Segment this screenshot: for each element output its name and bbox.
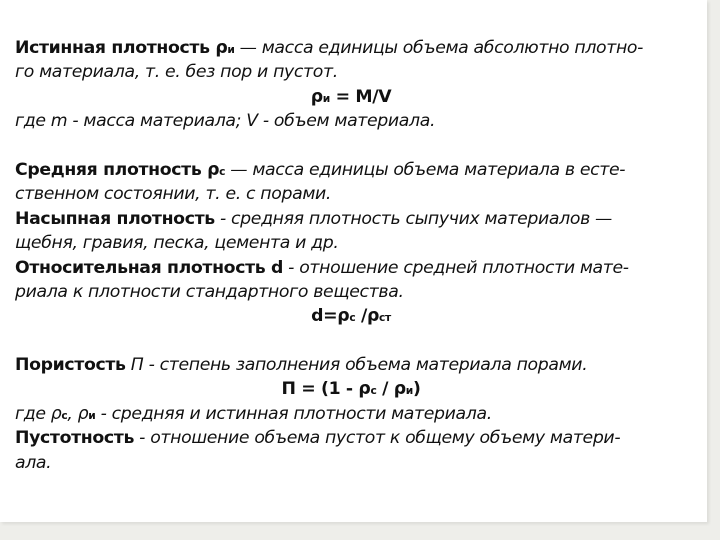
bulk-density-line-2: щебня, гравия, песка, цемента и др. <box>15 233 339 254</box>
spacer <box>15 134 687 158</box>
bulk-density-line-1: Насыпная плотность - средняя плотность сыпучих материалов — <box>15 208 612 229</box>
avg-density-line-1: Средняя плотность ρc — масса единицы объема материала в есте- <box>15 159 626 180</box>
spacer <box>15 329 687 353</box>
slide-text <box>15 36 687 475</box>
true-density-term: Истинная плотность ρ <box>15 38 228 58</box>
avg-density-line-2: ственном состоянии, т. е. с порами. <box>15 184 332 205</box>
porosity-line: Пористость П - степень заполнения объема материала порами. <box>15 355 588 376</box>
formula-relative-density: d=ρc /ρст <box>311 306 391 327</box>
formula-true-density: ρи = M/V <box>310 86 392 107</box>
true-density-subscript: и <box>227 43 235 56</box>
voidness-line-2: ала. <box>15 452 52 473</box>
true-density-line-2: го материала, т. е. без пор и пустот. <box>15 62 338 83</box>
formula-porosity-note: где ρc, ρи - средняя и истинная плотности материала. <box>15 403 492 424</box>
avg-density-term: Средняя плотность ρ <box>15 159 220 180</box>
voidness-term: Пустотность <box>15 428 135 449</box>
avg-density-subscript: c <box>219 164 226 178</box>
voidness-line-1: Пустотность - отношение объема пустот к общему объему матери- <box>15 428 621 449</box>
true-density-definition: — масса единицы объема абсолютно плотно- <box>234 38 644 58</box>
true-density-line-1 <box>15 36 687 60</box>
formula-porosity: П = (1 - ρc / ρи) <box>281 379 421 400</box>
relative-density-term: Относительная плотность d <box>15 257 284 278</box>
porosity-term: Пористость <box>15 355 126 376</box>
bulk-density-term: Насыпная плотность <box>15 208 215 229</box>
relative-density-line-2: риала к плотности стандартного вещества. <box>15 281 404 302</box>
formula-true-density-note: где m - масса материала; V - объем материала. <box>15 111 436 132</box>
relative-density-line-1: Относительная плотность d - отношение средней плотности мате- <box>15 257 629 278</box>
